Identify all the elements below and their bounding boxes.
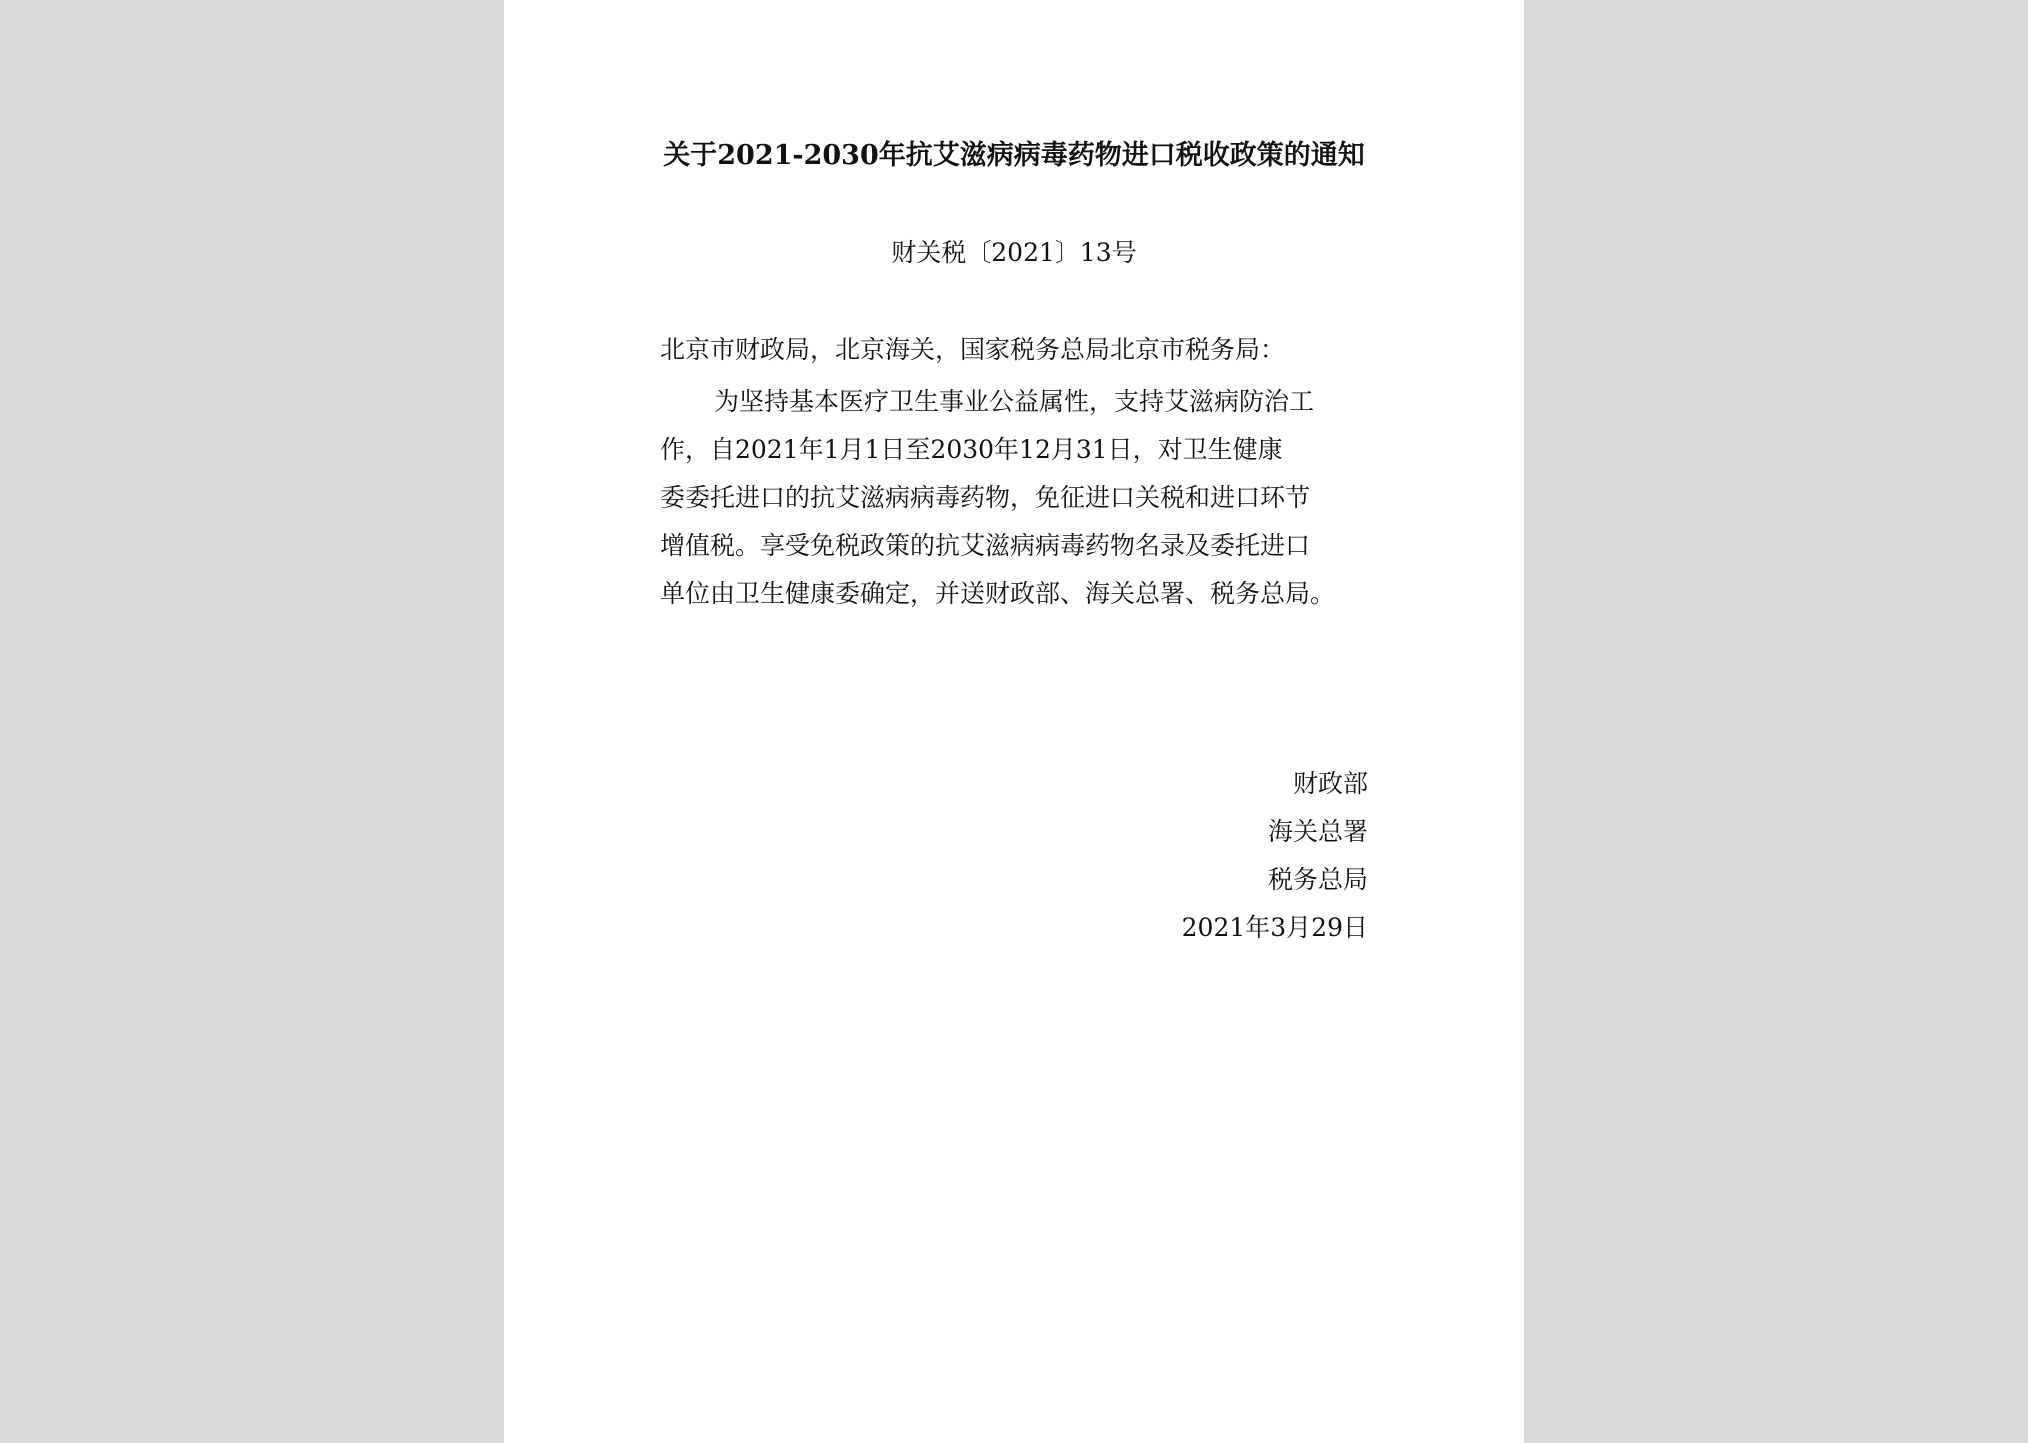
signatory-ministry-of-finance: 财政部 (1292, 769, 1368, 798)
signatory-tax-administration: 税务总局 (1267, 865, 1368, 894)
body-text (660, 378, 1370, 618)
document-number: 财关税〔2021〕13号 (891, 238, 1137, 267)
body-line: 作，自2021年1月1日至2030年12月31日，对卫生健康 (660, 435, 1283, 464)
document-page (504, 0, 1524, 1443)
document-title: 关于2021-2030年抗艾滋病病毒药物进口税收政策的通知 (663, 140, 1365, 171)
document-date: 2021年3月29日 (1181, 913, 1368, 942)
body-line: 增值税。享受免税政策的抗艾滋病病毒药物名录及委托进口 (660, 531, 1311, 560)
body-line: 单位由卫生健康委确定，并送财政部、海关总署、税务总局。 (660, 579, 1336, 608)
addressee: 北京市财政局，北京海关，国家税务总局北京市税务局： (660, 335, 1286, 364)
body-line: 委委托进口的抗艾滋病病毒药物，免征进口关税和进口环节 (660, 483, 1311, 512)
signature-block (1182, 760, 1368, 952)
signatory-customs: 海关总署 (1267, 817, 1368, 846)
body-line: 为坚持基本医疗卫生事业公益属性，支持艾滋病防治工 (714, 387, 1315, 416)
